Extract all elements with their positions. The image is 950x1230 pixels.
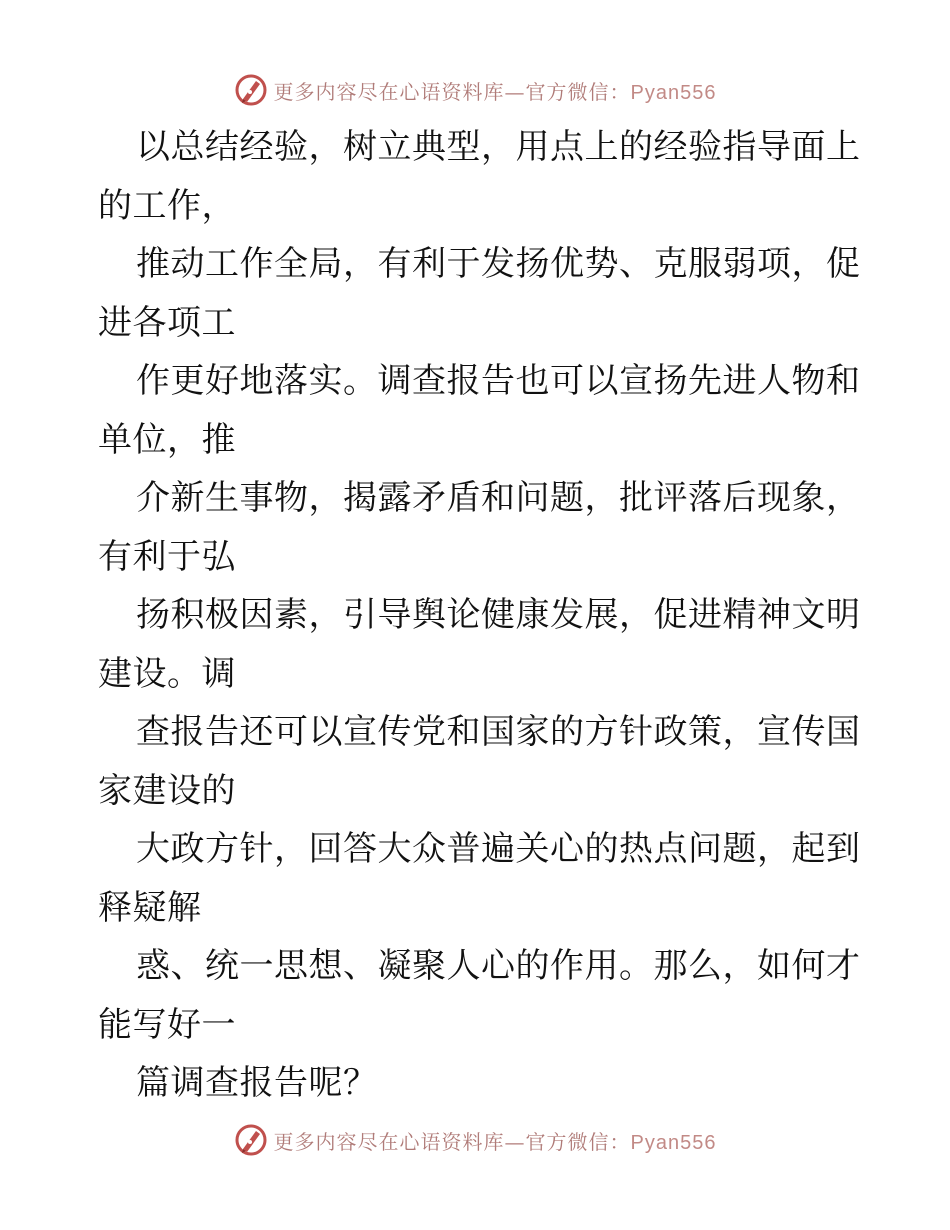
document-body [98,118,861,1113]
text-line: 查报告还可以宣传党和国家的方针政策，宣传国 [136,712,861,752]
text-line: 介新生事物，揭露矛盾和问题，批评落后现象， [136,478,861,518]
text-line: 能写好一 [98,1004,236,1045]
text-line: 家建设的 [98,770,236,811]
text-line: 的工作， [98,185,236,226]
text-line: 扬积极因素，引导舆论健康发展，促进精神文明 [136,595,861,635]
pen-logo-icon [234,1123,268,1157]
text-line: 建设。调 [98,653,236,694]
footer-banner-text: 更多内容尽在心语资料库—官方微信：Pyan556 [273,1129,717,1154]
text-line: 进各项工 [98,302,236,343]
text-line: 作更好地落实。调查报告也可以宣扬先进人物和 [136,361,861,401]
text-line: 释疑解 [98,887,202,928]
text-line: 有利于弘 [98,536,236,577]
footer-banner [0,1120,950,1160]
pen-logo-icon [234,73,268,107]
text-line: 单位，推 [98,419,236,460]
footer-wechat-id: Pyan556 [630,1131,717,1154]
text-line: 推动工作全局，有利于发扬优势、克服弱项，促 [136,244,861,284]
text-line: 惑、统一思想、凝聚人心的作用。那么，如何才 [136,946,861,986]
header-banner [0,70,950,110]
header-banner-text: 更多内容尽在心语资料库—官方微信：Pyan556 [273,79,717,104]
header-wechat-id: Pyan556 [630,81,717,104]
text-line: 以总结经验，树立典型，用点上的经验指导面上 [136,127,861,167]
text-line: 篇调查报告呢？ [136,1063,378,1103]
text-line: 大政方针，回答大众普遍关心的热点问题，起到 [136,829,861,869]
